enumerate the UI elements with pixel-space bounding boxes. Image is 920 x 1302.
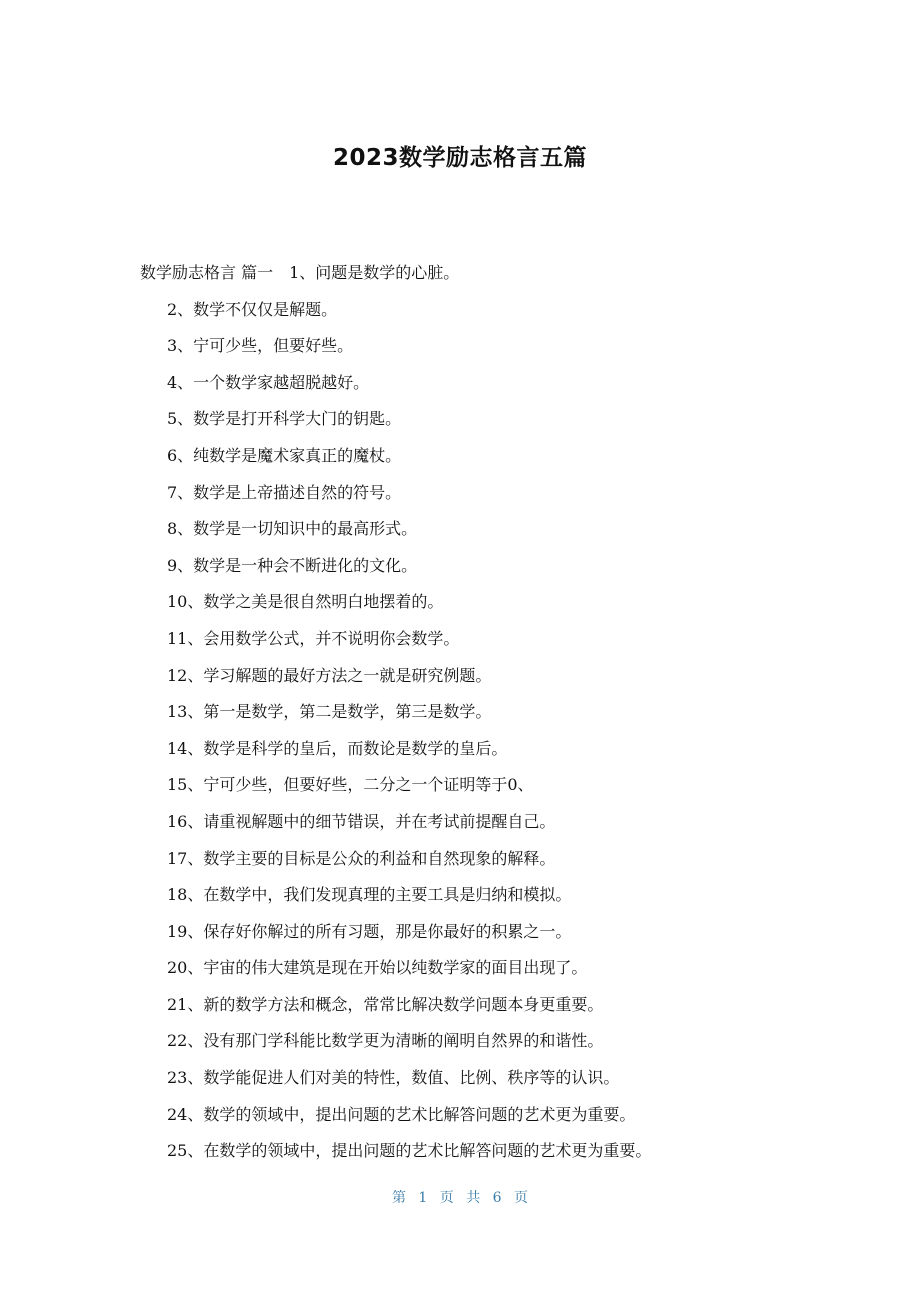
list-item: 7、数学是上帝描述自然的符号。 bbox=[167, 482, 402, 502]
list-item: 13、第一是数学，第二是数学，第三是数学。 bbox=[167, 702, 492, 722]
list-item: 22、没有那门学科能比数学更为清晰的阐明自然界的和谐性。 bbox=[167, 1031, 604, 1051]
list-item: 2、数学不仅仅是解题。 bbox=[167, 299, 338, 319]
quote-list bbox=[0, 255, 920, 1170]
list-item: 18、在数学中，我们发现真理的主要工具是归纳和模拟。 bbox=[167, 885, 572, 905]
list-item: 9、数学是一种会不断进化的文化。 bbox=[167, 555, 418, 575]
list-item: 21、新的数学方法和概念，常常比解决数学问题本身更重要。 bbox=[167, 994, 604, 1014]
list-item: 5、数学是打开科学大门的钥匙。 bbox=[167, 409, 402, 429]
list-item: 8、数学是一切知识中的最高形式。 bbox=[167, 519, 418, 539]
list-item bbox=[0, 255, 920, 292]
list-item: 15、宁可少些，但要好些，二分之一个证明等于0、 bbox=[167, 775, 534, 795]
document-title: 2023数学励志格言五篇 bbox=[332, 145, 587, 171]
list-item: 16、请重视解题中的细节错误，并在考试前提醒自己。 bbox=[167, 811, 556, 831]
list-item: 25、在数学的领域中，提出问题的艺术比解答问题的艺术更为重要。 bbox=[167, 1141, 652, 1161]
page-number: 第 1 页 共 6 页 bbox=[391, 1190, 529, 1206]
list-item: 17、数学主要的目标是公众的利益和自然现象的解释。 bbox=[167, 848, 556, 868]
section-heading: 数学励志格言 篇一 bbox=[140, 263, 274, 282]
list-item: 3、宁可少些，但要好些。 bbox=[167, 336, 354, 356]
list-item: 4、一个数学家越超脱越好。 bbox=[167, 372, 370, 392]
list-item: 6、纯数学是魔术家真正的魔杖。 bbox=[167, 445, 402, 465]
list-item: 11、会用数学公式，并不说明你会数学。 bbox=[167, 628, 460, 648]
quote-text: 1、问题是数学的心脏。 bbox=[289, 263, 460, 282]
list-item: 14、数学是科学的皇后，而数论是数学的皇后。 bbox=[167, 738, 508, 758]
list-item: 24、数学的领域中，提出问题的艺术比解答问题的艺术更为重要。 bbox=[167, 1104, 636, 1124]
list-item: 20、宇宙的伟大建筑是现在开始以纯数学家的面目出现了。 bbox=[167, 958, 588, 978]
list-item: 10、数学之美是很自然明白地摆着的。 bbox=[167, 592, 444, 612]
list-item: 12、学习解题的最好方法之一就是研究例题。 bbox=[167, 665, 492, 685]
list-item: 23、数学能促进人们对美的特性，数值、比例、秩序等的认识。 bbox=[167, 1068, 620, 1088]
list-item: 19、保存好你解过的所有习题，那是你最好的积累之一。 bbox=[167, 921, 572, 941]
